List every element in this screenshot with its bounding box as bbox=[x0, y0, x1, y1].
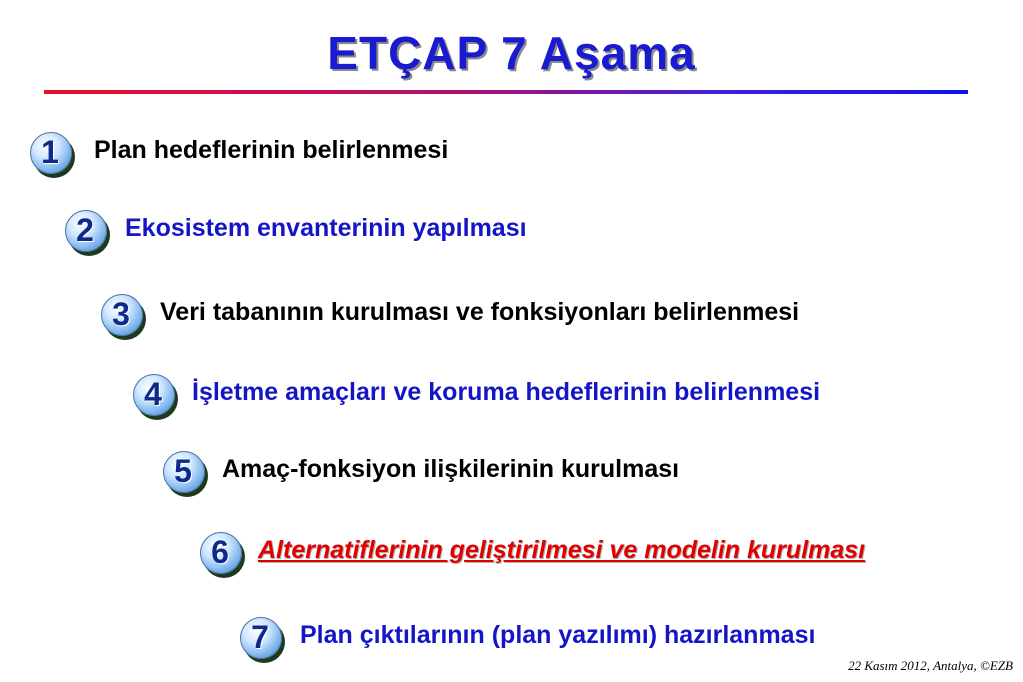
step-number: 7 bbox=[251, 619, 269, 655]
step-number: 2 bbox=[76, 212, 94, 248]
slide-title: ETÇAP 7 Aşama bbox=[327, 27, 696, 79]
step-number: 5 bbox=[174, 453, 192, 489]
step-text: Alternatiflerinin geliştirilmesi ve modelin kurulması bbox=[258, 536, 866, 564]
step-number: 6 bbox=[211, 534, 229, 570]
step-text: Amaç-fonksiyon ilişkilerinin kurulması bbox=[222, 455, 680, 483]
step-number: 3 bbox=[112, 296, 130, 332]
step-text: Ekosistem envanterinin yapılması bbox=[125, 214, 527, 242]
step-text: Plan çıktılarının (plan yazılımı) hazırlanması bbox=[300, 621, 816, 649]
step-number: 1 bbox=[41, 134, 59, 170]
step-number: 4 bbox=[144, 376, 162, 412]
step-text: Plan hedeflerinin belirlenmesi bbox=[94, 136, 449, 164]
title-underline bbox=[44, 90, 968, 94]
step-text: İşletme amaçları ve koruma hedeflerinin belirlenmesi bbox=[192, 378, 821, 406]
slide-footer: 22 Kasım 2012, Antalya, ©EZB bbox=[848, 658, 1013, 673]
step-text: Veri tabanının kurulması ve fonksiyonları belirlenmesi bbox=[160, 298, 800, 326]
